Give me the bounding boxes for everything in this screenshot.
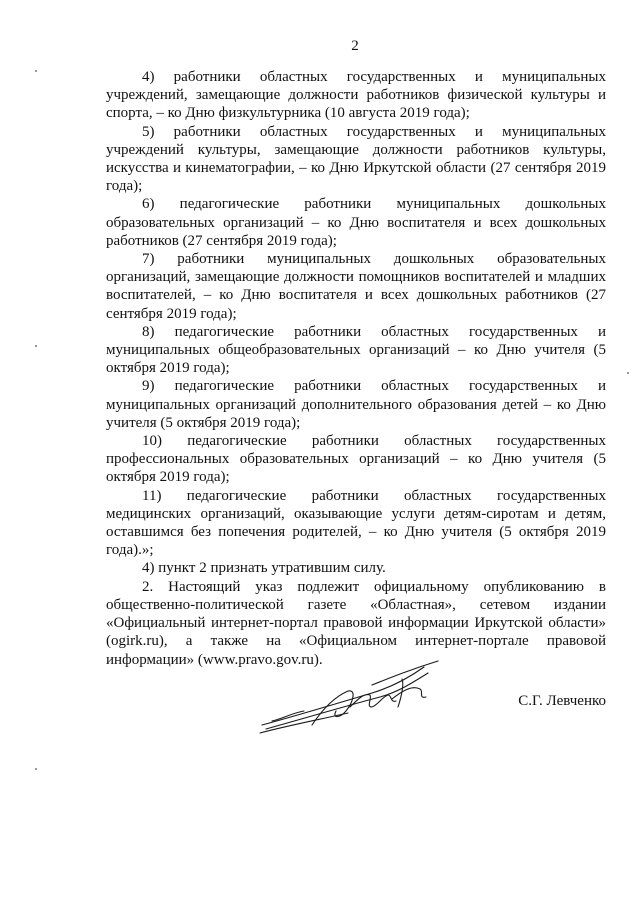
scan-mark [35,768,37,770]
paragraph-item-5: 5) работники областных государственных и муниципальных учреждений культуры, замещающие должности работников культуры, искусства и кинематографии, – ко Дню Иркутской области (27 сентября 2019 года); [106,123,606,195]
scan-mark [627,372,629,374]
paragraph-item-9: 9) педагогические работники областных государственных и муниципальных организаций дополнительного образования детей – ко Дню учителя (5 октября 2019 года); [106,378,606,431]
paragraph-publication: 2. Настоящий указ подлежит официальному опубликованию в общественно-политической газете «Областная», сетевом издании «Официальный интернет-портал правовой информации Иркутской области» (ogirk.ru), а также на «Официальном интернет-портале правовой информации» (www.pravo.gov.ru). [106,578,606,668]
paragraph-item-10: 10) педагогические работники областных государственных профессиональных образовательных организаций – ко Дню учителя (5 октября 2019 года); [106,433,606,486]
signer-name: С.Г. Левченко [518,693,606,709]
handwritten-signature [252,655,462,755]
paragraph-item-4: 4) работники областных государственных и муниципальных учреждений, замещающие должности работников физической культуры и спорта, – ко Дню физкультурника (10 августа 2019 года); [106,69,606,122]
paragraph-item-8: 8) педагогические работники областных государственных и муниципальных общеобразовательных организаций – ко Дню учителя (5 октября 2019 года); [106,323,606,377]
paragraph-item-11: 11) педагогические работники областных государственных медицинских организаций, оказывающие услуги детям-сиротам и детям, оставшимся без попечения родителей, – ко Дню учителя (5 октября 2019 года).»; [106,487,606,559]
page-number: 2 [351,38,359,54]
paragraph-item-6: 6) педагогические работники муниципальных дошкольных образовательных организаций – ко Дню воспитателя и всех дошкольных работников (27 сентября 2019 года); [106,196,606,249]
paragraph-item-7: 7) работники муниципальных дошкольных образовательных организаций, замещающие должности помощников воспитателей и младших воспитателей, – ко Дню воспитателя и всех дошкольных работников (27 сентября 2019 года); [106,251,606,322]
paragraph-clause-4: 4) пункт 2 признать утратившим силу. [142,560,386,577]
scan-mark [35,70,37,72]
scan-mark [35,345,37,347]
document-body [106,68,606,669]
